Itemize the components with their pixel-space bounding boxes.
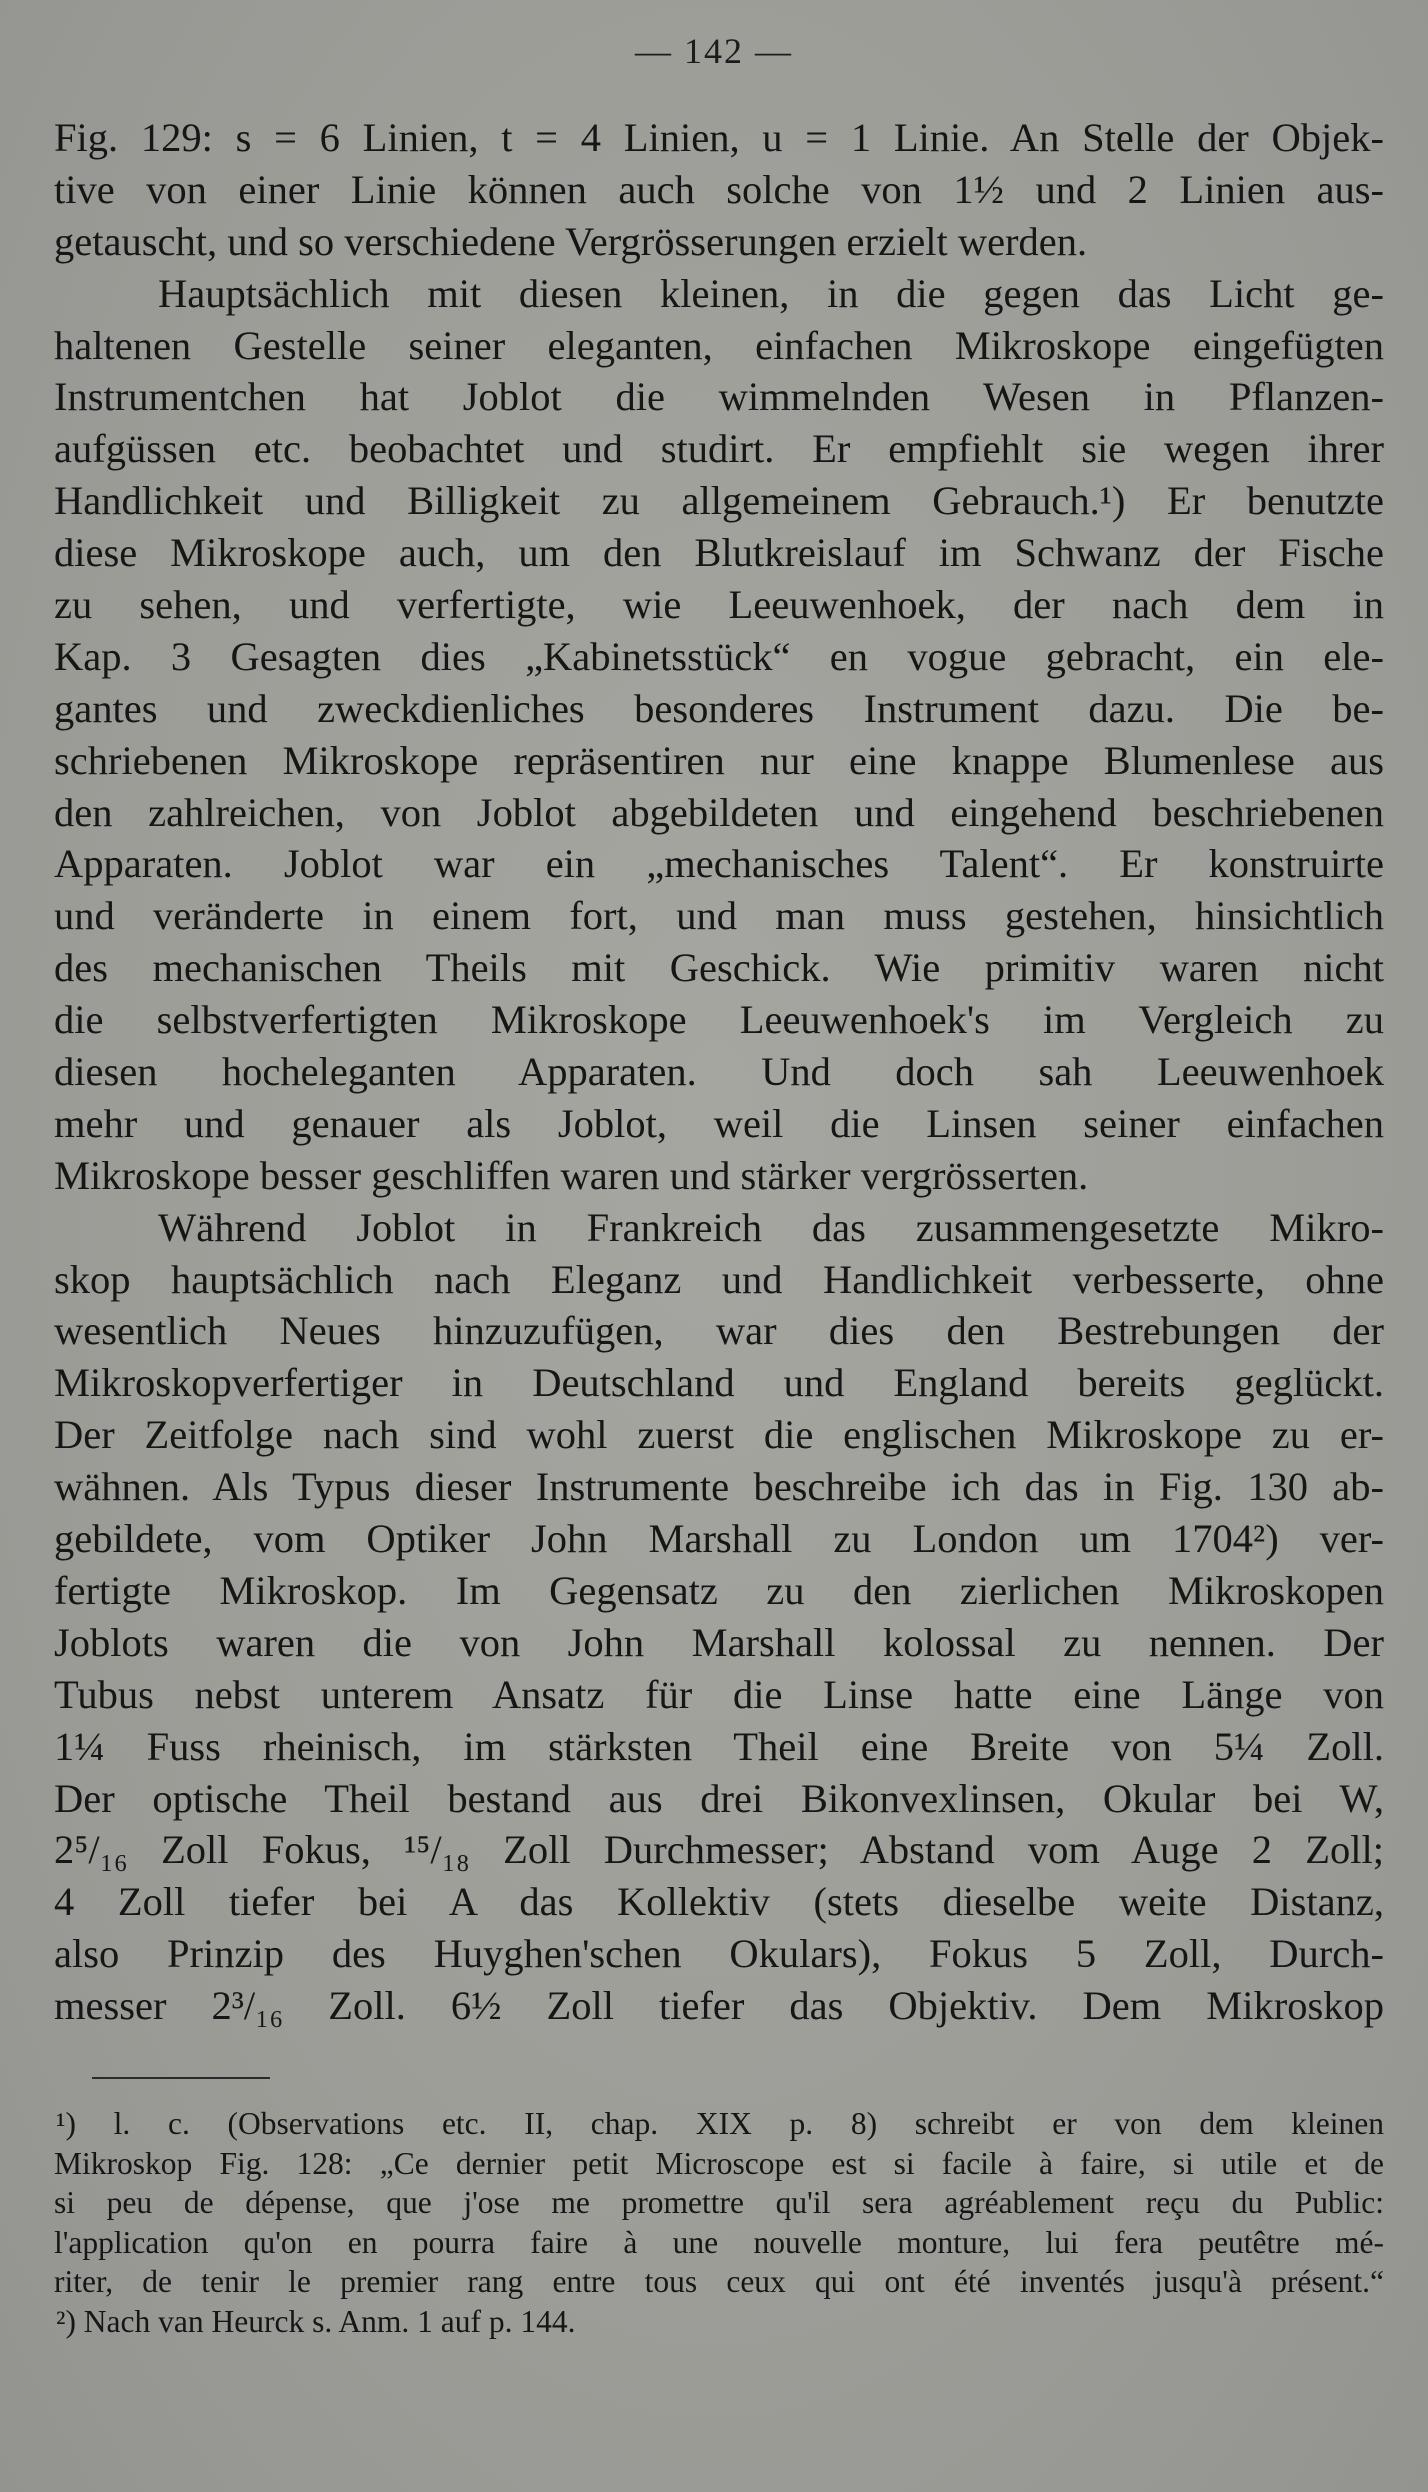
main-text	[54, 112, 1384, 2032]
page-number: — 142 —	[635, 31, 793, 71]
text-line: haltenen Gestelle seiner eleganten, einfachen Mikroskope eingefügten	[54, 322, 1384, 368]
footnote-divider	[92, 2077, 270, 2079]
text-line: wähnen. Als Typus dieser Instrumente beschreibe ich das in Fig. 130 ab-	[54, 1464, 1384, 1510]
text-line: Während Joblot in Frankreich das zusammengesetzte Mikro-	[158, 1204, 1384, 1250]
text-line: Handlichkeit und Billigkeit zu allgemeinem Gebrauch.¹) Er benutzte	[54, 478, 1384, 524]
text-line: aufgüssen etc. beobachtet und studirt. Er empfiehlt sie wegen ihrer	[54, 426, 1384, 472]
text-line: diesen hocheleganten Apparaten. Und doch sah Leeuwenhoek	[54, 1049, 1384, 1095]
text-line: Der optische Theil bestand aus drei Bikonvexlinsen, Okular bei W,	[54, 1775, 1384, 1821]
text-line: 4 Zoll tiefer bei A das Kollektiv (stets dieselbe weite Distanz,	[54, 1879, 1384, 1925]
text-line: zu sehen, und verfertigte, wie Leeuwenhoek, der nach dem in	[54, 582, 1384, 628]
text-line: Fig. 129: s = 6 Linien, t = 4 Linien, u = 1 Linie. An Stelle der Objek-	[54, 115, 1384, 160]
text-line: Kap. 3 Gesagten dies „Kabinetsstück“ en vogue gebracht, ein ele-	[54, 633, 1384, 679]
footnote-line: si peu de dépense, que j'ose me promettre qu'il sera agréablement reçu du Public:	[54, 2185, 1384, 2221]
footnote-line: ²) Nach van Heurck s. Anm. 1 auf p. 144.	[56, 2303, 576, 2339]
text-line: Mikroskopverfertiger in Deutschland und England bereits geglückt.	[54, 1360, 1384, 1406]
text-line: diese Mikroskope auch, um den Blutkreislauf im Schwanz der Fische	[54, 530, 1384, 576]
text-line: Apparaten. Joblot war ein „mechanisches Talent“. Er konstruirte	[54, 841, 1384, 887]
text-line: die selbstverfertigten Mikroskope Leeuwenhoek's im Vergleich zu	[54, 997, 1384, 1043]
footnote-line: ¹) l. c. (Observations etc. II, chap. XIX p. 8) schreibt er von dem kleinen	[56, 2106, 1384, 2141]
footnotes	[54, 2104, 1384, 2342]
text-line: wesentlich Neues hinzuzufügen, war dies den Bestrebungen der	[54, 1308, 1384, 1354]
text-line: und veränderte in einem fort, und man muss gestehen, hinsichtlich	[54, 893, 1384, 939]
footnote-line: l'application qu'on en pourra faire à une nouvelle monture, lui fera peutêtre mé-	[54, 2224, 1384, 2260]
text-line: des mechanischen Theils mit Geschick. Wie primitiv waren nicht	[54, 945, 1384, 991]
text-line: schriebenen Mikroskope repräsentiren nur eine knappe Blumenlese aus	[54, 737, 1384, 783]
text-line: tive von einer Linie können auch solche von 1½ und 2 Linien aus-	[54, 166, 1384, 212]
text-line: 1¼ Fuss rheinisch, im stärksten Theil eine Breite von 5¼ Zoll.	[54, 1723, 1384, 1769]
text-line: Der Zeitfolge nach sind wohl zuerst die englischen Mikroskope zu er-	[54, 1412, 1384, 1458]
text-line: gantes und zweckdienliches besonderes Instrument dazu. Die be-	[54, 685, 1384, 731]
text-line: Tubus nebst unterem Ansatz für die Linse hatte eine Länge von	[54, 1671, 1384, 1717]
text-line: getauscht, und so verschiedene Vergrösserungen erzielt werden.	[54, 218, 1088, 264]
text-line: messer 2³/₁₆ Zoll. 6½ Zoll tiefer das Objektiv. Dem Mikroskop	[54, 1983, 1384, 2029]
text-line: also Prinzip des Huyghen'schen Okulars), Fokus 5 Zoll, Durch-	[54, 1931, 1384, 1977]
text-line: 2⁵/₁₆ Zoll Fokus, ¹⁵/₁₈ Zoll Durchmesser; Abstand vom Auge 2 Zoll;	[54, 1827, 1384, 1873]
text-line: Joblots waren die von John Marshall kolossal zu nennen. Der	[54, 1619, 1384, 1665]
text-line: fertigte Mikroskop. Im Gegensatz zu den zierlichen Mikroskopen	[54, 1567, 1384, 1613]
text-line: Instrumentchen hat Joblot die wimmelnden Wesen in Pflanzen-	[54, 374, 1384, 420]
text-line: skop hauptsächlich nach Eleganz und Handlichkeit verbesserte, ohne	[54, 1256, 1384, 1302]
text-line: gebildete, vom Optiker John Marshall zu London um 1704²) ver-	[54, 1516, 1384, 1562]
footnote-line: riter, de tenir le premier rang entre tous ceux qui ont été inventés jusqu'à présent.“	[54, 2264, 1384, 2300]
footnote-line: Mikroskop Fig. 128: „Ce dernier petit Microscope est si facile à faire, si utile et de	[54, 2145, 1384, 2181]
text-line: mehr und genauer als Joblot, weil die Linsen seiner einfachen	[54, 1100, 1384, 1146]
text-line: den zahlreichen, von Joblot abgebildeten und eingehend beschriebenen	[54, 789, 1384, 835]
text-line: Hauptsächlich mit diesen kleinen, in die gegen das Licht ge-	[158, 270, 1384, 316]
text-line: Mikroskope besser geschliffen waren und stärker vergrösserten.	[54, 1152, 1089, 1198]
